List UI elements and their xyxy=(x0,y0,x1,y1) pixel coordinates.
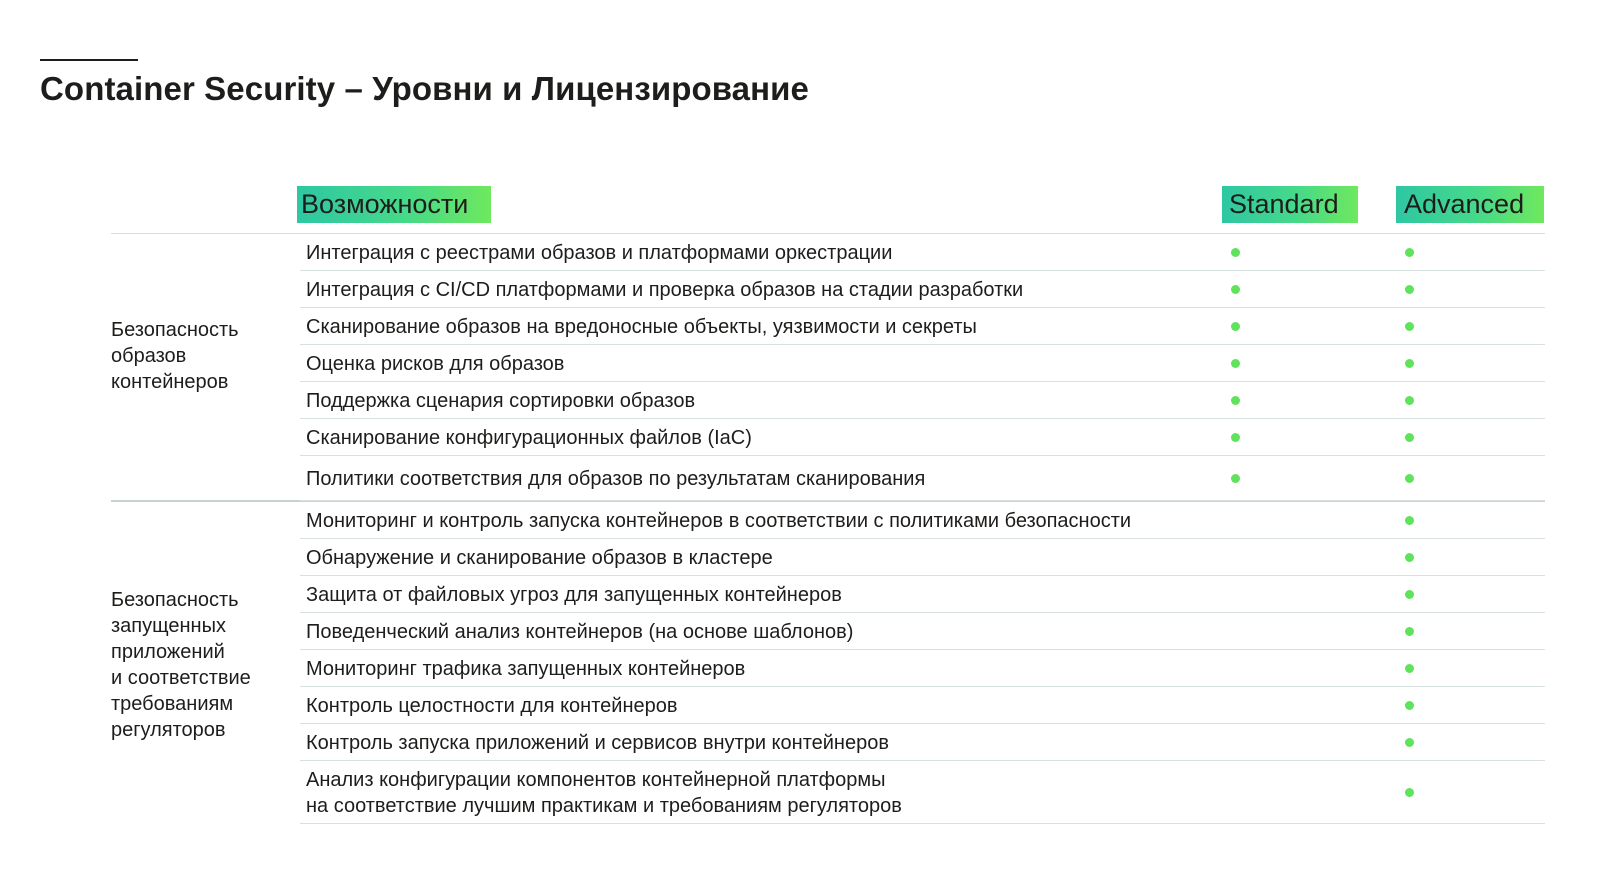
included-dot-icon xyxy=(1405,590,1414,599)
group-label: Безопасность запущенных приложений и соответствие требованиям регуляторов xyxy=(111,589,251,741)
table-row xyxy=(300,724,1545,761)
feature-label: Интеграция с реестрами образов и платформами оркестрации xyxy=(306,242,893,264)
included-dot-icon xyxy=(1405,627,1414,636)
feature-label: Политики соответствия для образов по результатам сканирования xyxy=(306,468,926,490)
table-row xyxy=(300,613,1545,650)
table-row xyxy=(300,576,1545,613)
included-dot-icon xyxy=(1231,322,1240,331)
feature-label: Контроль запуска приложений и сервисов внутри контейнеров xyxy=(306,732,889,754)
table-row xyxy=(300,345,1545,382)
included-dot-icon xyxy=(1405,738,1414,747)
title-accent-rule xyxy=(40,59,138,61)
table-row xyxy=(300,539,1545,576)
feature-label: Сканирование конфигурационных файлов (IaC) xyxy=(306,427,752,449)
feature-label: Анализ конфигурации компонентов контейнерной платформы на соответствие лучшим практикам и требованиям регуляторов xyxy=(306,769,902,817)
table-row xyxy=(300,419,1545,456)
included-dot-icon xyxy=(1231,474,1240,483)
feature-label: Защита от файловых угроз для запущенных контейнеров xyxy=(306,584,842,606)
feature-label: Оценка рисков для образов xyxy=(306,353,565,375)
table-row xyxy=(300,271,1545,308)
table-row xyxy=(300,761,1545,824)
table-row xyxy=(300,382,1545,419)
feature-label: Контроль целостности для контейнеров xyxy=(306,695,678,717)
column-header-features: Возможности xyxy=(297,186,491,223)
feature-label: Мониторинг и контроль запуска контейнеров в соответствии с политиками безопасности xyxy=(306,510,1132,532)
included-dot-icon xyxy=(1405,248,1414,257)
feature-label: Обнаружение и сканирование образов в кластере xyxy=(306,547,773,569)
included-dot-icon xyxy=(1405,359,1414,368)
column-header-advanced: Advanced xyxy=(1396,186,1544,223)
included-dot-icon xyxy=(1405,322,1414,331)
table-row xyxy=(300,308,1545,345)
column-header-standard: Standard xyxy=(1222,186,1358,223)
included-dot-icon xyxy=(1405,701,1414,710)
table-row xyxy=(300,650,1545,687)
feature-label: Поведенческий анализ контейнеров (на основе шаблонов) xyxy=(306,621,854,643)
feature-label: Поддержка сценария сортировки образов xyxy=(306,390,696,412)
feature-label: Интеграция с CI/CD платформами и проверка образов на стадии разработки xyxy=(306,279,1024,301)
group-label: Безопасность образов контейнеров xyxy=(111,319,239,393)
page-title: Container Security – Уровни и Лицензирование xyxy=(40,70,810,107)
included-dot-icon xyxy=(1405,396,1414,405)
feature-label: Сканирование образов на вредоносные объекты, уязвимости и секреты xyxy=(306,316,977,338)
feature-label: Мониторинг трафика запущенных контейнеров xyxy=(306,658,746,680)
included-dot-icon xyxy=(1405,285,1414,294)
included-dot-icon xyxy=(1405,553,1414,562)
included-dot-icon xyxy=(1231,396,1240,405)
included-dot-icon xyxy=(1405,474,1414,483)
table-row xyxy=(300,234,1545,271)
table-row xyxy=(300,687,1545,724)
included-dot-icon xyxy=(1231,285,1240,294)
included-dot-icon xyxy=(1231,248,1240,257)
included-dot-icon xyxy=(1405,664,1414,673)
included-dot-icon xyxy=(1405,788,1414,797)
included-dot-icon xyxy=(1405,433,1414,442)
table-row xyxy=(300,502,1545,539)
included-dot-icon xyxy=(1231,359,1240,368)
included-dot-icon xyxy=(1231,433,1240,442)
table-row xyxy=(300,456,1545,501)
included-dot-icon xyxy=(1405,516,1414,525)
